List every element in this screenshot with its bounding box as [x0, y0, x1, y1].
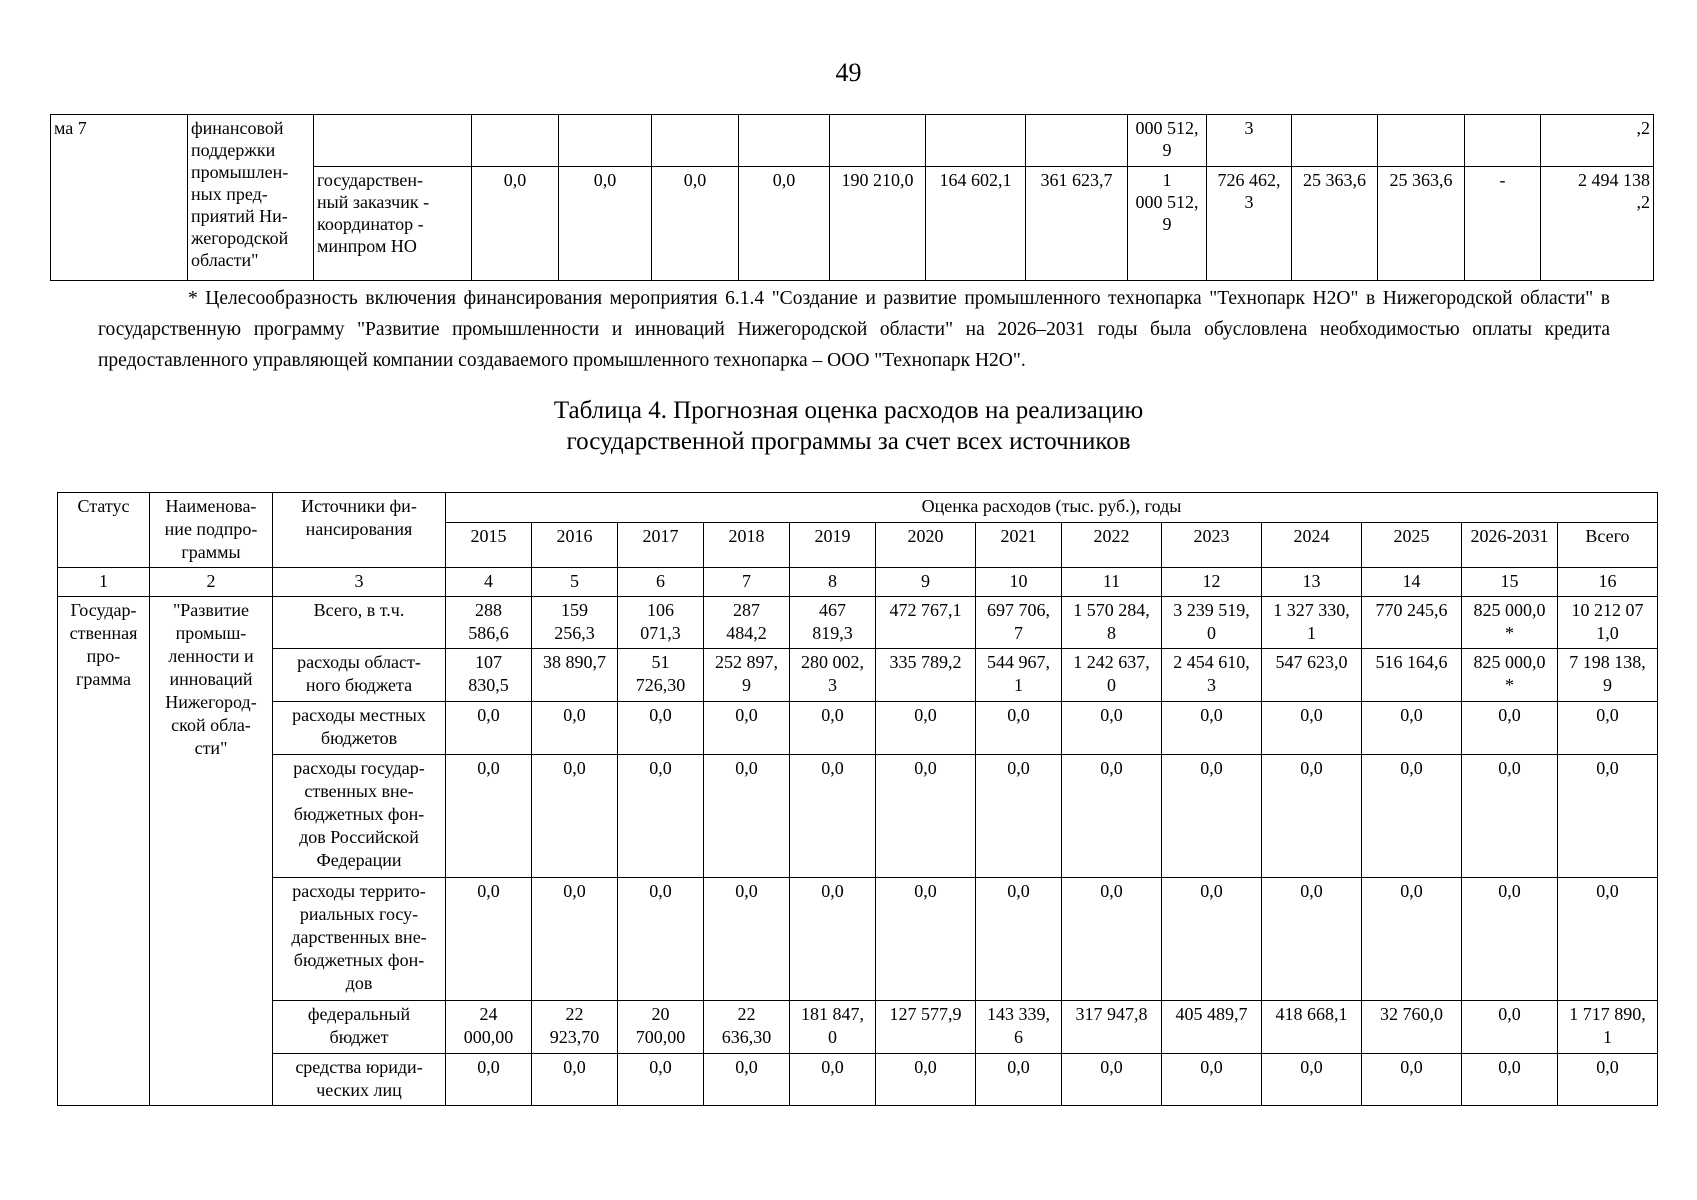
value-cell: 0,0: [1162, 702, 1262, 755]
year-header: 2021: [976, 523, 1062, 568]
value-cell: 1 327 330, 1: [1262, 597, 1362, 649]
header-estimate: Оценка расходов (тыс. руб.), годы: [446, 493, 1658, 523]
value-cell: 0,0: [1362, 1054, 1462, 1106]
table-cell: [1026, 115, 1128, 167]
value-cell: 181 847, 0: [790, 1001, 876, 1054]
table-title-line-1: Таблица 4. Прогнозная оценка расходов на реализацию: [553, 397, 1144, 424]
value-cell: 20 700,00: [618, 1001, 704, 1054]
table-cell: [314, 115, 472, 167]
column-number: 9: [876, 568, 976, 597]
table-title: [0, 395, 1697, 457]
program-cell: финансовой поддержки промышлен- ных пред- приятий Ни- жегородской области": [188, 115, 314, 281]
table-cell: 1 000 512, 9: [1128, 167, 1207, 281]
value-cell: 32 760,0: [1362, 1001, 1462, 1054]
value-cell: 0,0: [618, 702, 704, 755]
table-cell: -: [1465, 167, 1541, 281]
value-cell: 143 339, 6: [976, 1001, 1062, 1054]
column-number: 3: [273, 568, 446, 597]
table-cell: 361 623,7: [1026, 167, 1128, 281]
year-header: 2026-2031: [1462, 523, 1558, 568]
table-cell: 25 363,6: [1292, 167, 1378, 281]
value-cell: 22 923,70: [532, 1001, 618, 1054]
value-cell: 405 489,7: [1162, 1001, 1262, 1054]
value-cell: 0,0: [1558, 878, 1658, 1001]
value-cell: 0,0: [446, 755, 532, 878]
table-cell: [739, 115, 830, 167]
year-header: 2015: [446, 523, 532, 568]
value-cell: 0,0: [1462, 755, 1558, 878]
value-cell: 0,0: [532, 878, 618, 1001]
value-cell: 0,0: [876, 1054, 976, 1106]
value-cell: 7 198 138, 9: [1558, 649, 1658, 702]
value-cell: 0,0: [446, 702, 532, 755]
value-cell: 0,0: [1062, 1054, 1162, 1106]
value-cell: 0,0: [1162, 878, 1262, 1001]
table-row: [58, 878, 1658, 1001]
column-number: 7: [704, 568, 790, 597]
value-cell: 825 000,0 *: [1462, 597, 1558, 649]
table-cell: 190 210,0: [830, 167, 926, 281]
value-cell: 252 897, 9: [704, 649, 790, 702]
column-number: 14: [1362, 568, 1462, 597]
table-cell: [830, 115, 926, 167]
value-cell: 24 000,00: [446, 1001, 532, 1054]
value-cell: 0,0: [1362, 878, 1462, 1001]
source-cell: расходы област- ного бюджета: [273, 649, 446, 702]
value-cell: 0,0: [618, 1054, 704, 1106]
value-cell: 0,0: [618, 878, 704, 1001]
header-status: Статус: [58, 493, 150, 568]
table-row: [58, 1001, 1658, 1054]
value-cell: 0,0: [1362, 755, 1462, 878]
table-cell: [1378, 115, 1465, 167]
value-cell: 0,0: [1462, 878, 1558, 1001]
value-cell: 0,0: [1262, 878, 1362, 1001]
table-cell: 0,0: [472, 167, 559, 281]
value-cell: 516 164,6: [1362, 649, 1462, 702]
value-cell: 0,0: [704, 702, 790, 755]
value-cell: 287 484,2: [704, 597, 790, 649]
value-cell: 0,0: [790, 755, 876, 878]
value-cell: 1 570 284, 8: [1062, 597, 1162, 649]
value-cell: 1 242 637, 0: [1062, 649, 1162, 702]
value-cell: 0,0: [1558, 702, 1658, 755]
value-cell: 547 623,0: [1262, 649, 1362, 702]
value-cell: 0,0: [1162, 755, 1262, 878]
value-cell: 0,0: [876, 878, 976, 1001]
value-cell: 0,0: [446, 878, 532, 1001]
column-number: 4: [446, 568, 532, 597]
value-cell: 280 002, 3: [790, 649, 876, 702]
table-cell: 0,0: [559, 167, 652, 281]
column-number: 13: [1262, 568, 1362, 597]
value-cell: 0,0: [790, 1054, 876, 1106]
value-cell: 0,0: [790, 878, 876, 1001]
column-number: 8: [790, 568, 876, 597]
column-number: 10: [976, 568, 1062, 597]
value-cell: 0,0: [976, 878, 1062, 1001]
value-cell: 0,0: [1062, 702, 1162, 755]
table-row: [51, 115, 1654, 167]
value-cell: 10 212 07 1,0: [1558, 597, 1658, 649]
table-cell: ,2: [1541, 115, 1654, 167]
value-cell: 0,0: [976, 1054, 1062, 1106]
source-cell: федеральный бюджет: [273, 1001, 446, 1054]
value-cell: 127 577,9: [876, 1001, 976, 1054]
table-cell: 3: [1207, 115, 1292, 167]
table-cell: 2 494 138 ,2: [1541, 167, 1654, 281]
table-row: [58, 755, 1658, 878]
status-cell: Государ- ственная про- грамма: [58, 597, 150, 1106]
value-cell: 0,0: [1162, 1054, 1262, 1106]
value-cell: 472 767,1: [876, 597, 976, 649]
table-title-line-2: государственной программы за счет всех источников: [566, 428, 1131, 455]
table-cell: [1292, 115, 1378, 167]
value-cell: 0,0: [1262, 755, 1362, 878]
value-cell: 418 668,1: [1262, 1001, 1362, 1054]
continued-table: [50, 114, 1654, 281]
value-cell: 0,0: [1462, 702, 1558, 755]
value-cell: 159 256,3: [532, 597, 618, 649]
source-cell: Всего, в т.ч.: [273, 597, 446, 649]
table-cell: [472, 115, 559, 167]
value-cell: 0,0: [532, 755, 618, 878]
table-cell: [1465, 115, 1541, 167]
year-header: Всего: [1558, 523, 1658, 568]
value-cell: 2 454 610, 3: [1162, 649, 1262, 702]
source-cell: расходы местных бюджетов: [273, 702, 446, 755]
value-cell: 0,0: [1462, 1054, 1558, 1106]
table-cell: [559, 115, 652, 167]
header-row: [58, 493, 1658, 523]
value-cell: 467 819,3: [790, 597, 876, 649]
year-header: 2022: [1062, 523, 1162, 568]
value-cell: 825 000,0 *: [1462, 649, 1558, 702]
column-number: 15: [1462, 568, 1558, 597]
value-cell: 106 071,3: [618, 597, 704, 649]
footnote: * Целесообразность включения финансирования мероприятия 6.1.4 "Создание и развитие промышленного технопарка "Технопарк H2O" в Нижегородской области" в государственную программу "Развитие промышленности и инноваций Нижегородской области" на 2026–2031 годы была обусловлена необходимостью оплаты кредита предоставленного управляющей компании создаваемого промышленного технопарка – ООО "Технопарк H2O".: [98, 288, 1610, 371]
column-numbers-row: [58, 568, 1658, 597]
year-header: 2016: [532, 523, 618, 568]
year-header: 2019: [790, 523, 876, 568]
value-cell: 317 947,8: [1062, 1001, 1162, 1054]
table-cell: 726 462, 3: [1207, 167, 1292, 281]
table-row: [58, 702, 1658, 755]
table-cell: 25 363,6: [1378, 167, 1465, 281]
value-cell: 38 890,7: [532, 649, 618, 702]
year-header: 2025: [1362, 523, 1462, 568]
value-cell: 0,0: [446, 1054, 532, 1106]
table-cell: 0,0: [652, 167, 739, 281]
table-cell: 164 602,1: [926, 167, 1026, 281]
column-number: 16: [1558, 568, 1658, 597]
column-number: 2: [150, 568, 273, 597]
table-row: [58, 597, 1658, 649]
value-cell: 0,0: [532, 702, 618, 755]
value-cell: 22 636,30: [704, 1001, 790, 1054]
value-cell: 0,0: [976, 702, 1062, 755]
value-cell: 0,0: [1262, 1054, 1362, 1106]
table-cell: [926, 115, 1026, 167]
table-cell: государствен- ный заказчик - координатор - минпром НО: [314, 167, 472, 281]
value-cell: 3 239 519, 0: [1162, 597, 1262, 649]
value-cell: 0,0: [1262, 702, 1362, 755]
status-cell: ма 7: [51, 115, 188, 281]
value-cell: 0,0: [790, 702, 876, 755]
source-cell: расходы государ- ственных вне- бюджетных фон- дов Российской Федерации: [273, 755, 446, 878]
value-cell: 107 830,5: [446, 649, 532, 702]
header-sources: Источники фи- нансирования: [273, 493, 446, 568]
value-cell: 0,0: [532, 1054, 618, 1106]
value-cell: 697 706, 7: [976, 597, 1062, 649]
table-row: [58, 649, 1658, 702]
value-cell: 0,0: [618, 755, 704, 878]
value-cell: 0,0: [1062, 755, 1162, 878]
year-header: 2018: [704, 523, 790, 568]
expenses-table: [57, 492, 1658, 1106]
value-cell: 0,0: [876, 755, 976, 878]
value-cell: 0,0: [876, 702, 976, 755]
value-cell: 770 245,6: [1362, 597, 1462, 649]
value-cell: 0,0: [704, 878, 790, 1001]
column-number: 1: [58, 568, 150, 597]
value-cell: 0,0: [704, 755, 790, 878]
table-row: [58, 1054, 1658, 1106]
value-cell: 0,0: [1558, 1054, 1658, 1106]
value-cell: 0,0: [1362, 702, 1462, 755]
value-cell: 335 789,2: [876, 649, 976, 702]
program-name-cell: "Развитие промыш- ленности и инноваций Нижегород- ской обла- сти": [150, 597, 273, 1106]
year-header: 2020: [876, 523, 976, 568]
column-number: 11: [1062, 568, 1162, 597]
table-cell: [652, 115, 739, 167]
header-program-name: Наименова- ние подпро- граммы: [150, 493, 273, 568]
value-cell: 1 717 890, 1: [1558, 1001, 1658, 1054]
value-cell: 0,0: [1462, 1001, 1558, 1054]
column-number: 5: [532, 568, 618, 597]
year-header: 2023: [1162, 523, 1262, 568]
value-cell: 51 726,30: [618, 649, 704, 702]
source-cell: средства юриди- ческих лиц: [273, 1054, 446, 1106]
table-cell: 0,0: [739, 167, 830, 281]
page-number: 49: [835, 58, 862, 87]
column-number: 6: [618, 568, 704, 597]
value-cell: 0,0: [976, 755, 1062, 878]
value-cell: 288 586,6: [446, 597, 532, 649]
year-header: 2017: [618, 523, 704, 568]
value-cell: 0,0: [1062, 878, 1162, 1001]
table-cell: 000 512, 9: [1128, 115, 1207, 167]
value-cell: 0,0: [1558, 755, 1658, 878]
year-header: 2024: [1262, 523, 1362, 568]
source-cell: расходы террито- риальных госу- дарственных вне- бюджетных фон- дов: [273, 878, 446, 1001]
value-cell: 544 967, 1: [976, 649, 1062, 702]
column-number: 12: [1162, 568, 1262, 597]
value-cell: 0,0: [704, 1054, 790, 1106]
